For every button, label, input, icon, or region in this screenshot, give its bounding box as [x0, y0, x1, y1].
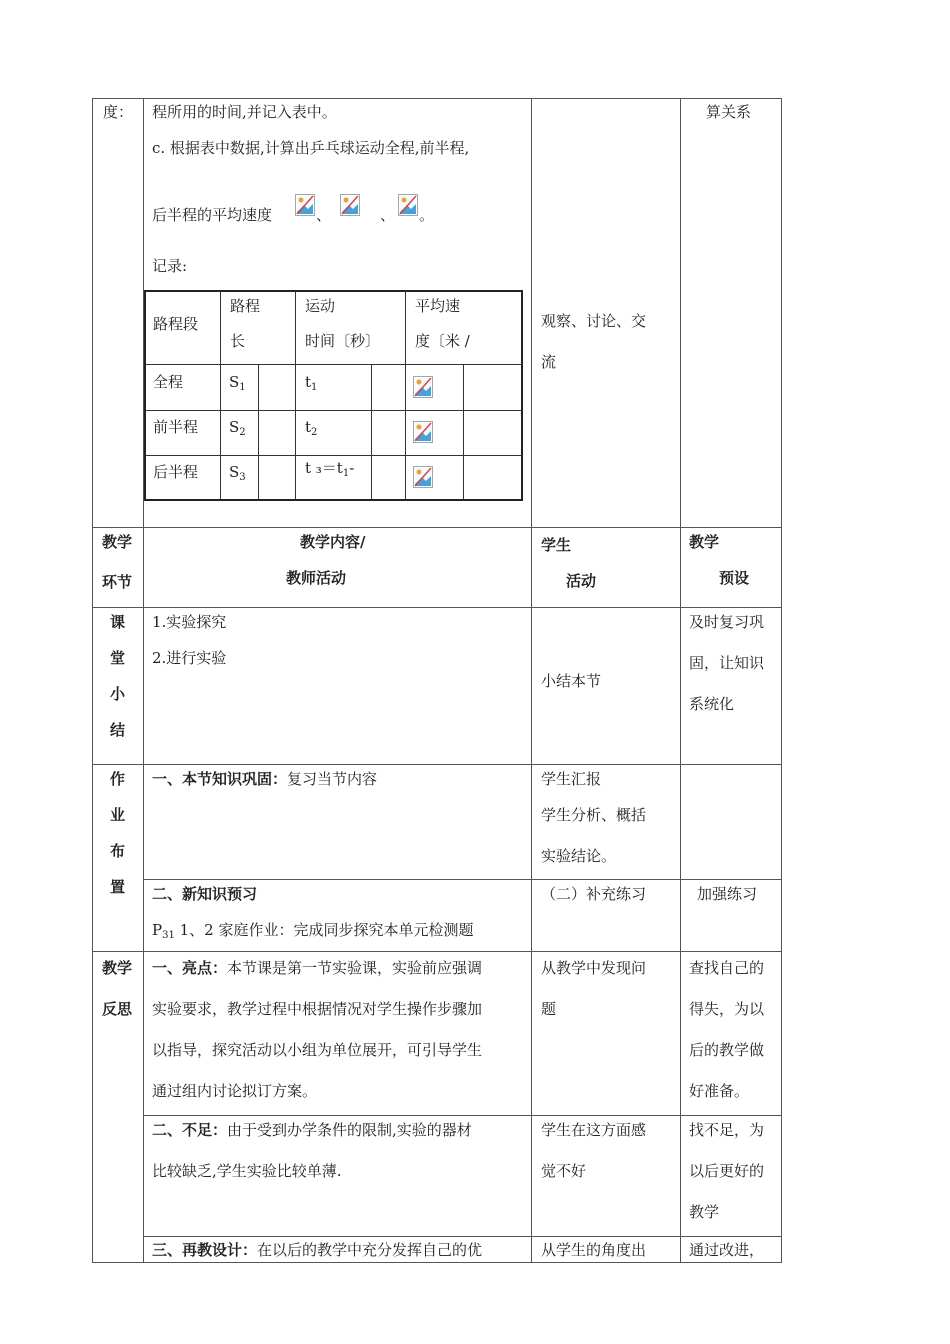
homework-preview: 二、新知识预习 [152, 885, 258, 903]
reflect-preset-a: 后的教学做 [689, 1041, 765, 1059]
summary-stage: 课 [110, 613, 126, 631]
record-s: $S_1$ [229, 373, 246, 393]
header-content: 教师活动 [286, 569, 347, 587]
table-border-right [781, 98, 782, 1263]
separator-1: 、 [316, 206, 332, 224]
record-col-divider [258, 364, 259, 500]
col-divider-3 [680, 98, 681, 1263]
header-preset: 教学 [689, 533, 720, 551]
row-divider-homework-b [143, 879, 782, 880]
record-row-divider [145, 455, 522, 456]
record-t: $t_1$ [305, 373, 318, 393]
record-seg: 前半程 [153, 418, 199, 436]
summary-stage: 堂 [110, 649, 126, 667]
reflect-preset-a: 好准备。 [689, 1082, 750, 1100]
record-col-divider [463, 364, 464, 500]
row-divider-header [92, 527, 782, 528]
row1-line1: 程所用的时间,并记入表中。 [152, 103, 337, 121]
row-divider-summary [92, 607, 782, 608]
image-placeholder-icon [413, 376, 433, 398]
table-border-bottom [92, 1262, 782, 1263]
header-stage: 环节 [102, 573, 133, 591]
homework-stage: 布 [110, 842, 126, 860]
summary-preset: 固，让知识 [689, 654, 765, 672]
header-stage: 教学 [102, 533, 133, 551]
reflect-shortcoming: 比较缺乏,学生实验比较单薄. [152, 1162, 342, 1180]
reflect-preset-a: 查找自己的 [689, 959, 765, 977]
record-col-divider [405, 291, 406, 500]
summary-content: 2.进行实验 [152, 649, 227, 667]
record-t: $t_2$ [305, 418, 318, 438]
record-header-speed: 平均速 [415, 297, 461, 315]
reflect-highlight: 一、亮点：本节课是第一节实验课，实验前应强调 [152, 959, 483, 977]
row1-line2: c. 根据表中数据,计算出乒乓球运动全程,前半程, [152, 139, 470, 157]
row-divider-homework [92, 764, 782, 765]
record-label: 记录: [152, 257, 188, 275]
summary-preset: 系统化 [689, 695, 735, 713]
record-row-divider [145, 364, 522, 365]
summary-content: 1.实验探究 [152, 613, 227, 631]
reflect-stage: 教学 [102, 959, 133, 977]
reflect-student-c: 从学生的角度出 [541, 1241, 647, 1259]
reflect-stage: 反思 [102, 1000, 133, 1018]
row1-preset: 算关系 [706, 103, 752, 121]
reflect-student-b: 学生在这方面感 [541, 1121, 647, 1139]
separator-2: 、 [380, 206, 396, 224]
record-s: $S_3$ [229, 463, 246, 483]
reflect-student-b: 觉不好 [541, 1162, 587, 1180]
record-col-divider [220, 291, 221, 500]
homework-assignment: $P_{31}$ 1、2 家庭作业：完成同步探究本单元检测题 [152, 921, 474, 941]
image-placeholder-icon [413, 466, 433, 488]
summary-stage: 结 [110, 721, 126, 739]
table-border-top [92, 98, 782, 99]
reflect-highlight: 实验要求，教学过程中根据情况对学生操作步骤加 [152, 1000, 483, 1018]
homework-stage: 业 [110, 806, 126, 824]
reflect-preset-c: 通过改进， [689, 1241, 765, 1259]
record-header-segment: 路程段 [153, 315, 199, 333]
row1-line3: 后半程的平均速度 [152, 206, 273, 224]
col-divider-1 [143, 98, 144, 1263]
row-divider-reflect-c [143, 1236, 782, 1237]
record-header-time: 运动 [305, 297, 336, 315]
reflect-preset-b: 找不足，为 [689, 1121, 765, 1139]
record-header-length: 路程 [230, 297, 261, 315]
reflect-preset-b: 教学 [689, 1203, 720, 1221]
summary-student: 小结本节 [541, 672, 602, 690]
homework-consolidate: 一、本节知识巩固：复习当节内容 [152, 770, 378, 788]
row1-student-line2: 流 [541, 353, 557, 371]
homework-student-b: （二）补充练习 [541, 885, 647, 903]
image-placeholder-icon [295, 194, 315, 216]
header-student: 活动 [566, 572, 597, 590]
summary-stage: 小 [110, 685, 126, 703]
header-content: 教学内容/ [300, 533, 366, 551]
table-border-left [92, 98, 93, 1263]
reflect-preset-a: 得失，为以 [689, 1000, 765, 1018]
homework-student: 学生分析、概括 [541, 806, 647, 824]
homework-stage: 置 [110, 878, 126, 896]
record-seg: 后半程 [153, 463, 199, 481]
image-placeholder-icon [398, 194, 418, 216]
record-header-length: 长 [230, 332, 246, 350]
reflect-highlight: 以指导，探究活动以小组为单位展开，可引导学生 [152, 1041, 483, 1059]
homework-student: 实验结论。 [541, 847, 617, 865]
reflect-student-a: 从教学中发现问 [541, 959, 647, 977]
record-col-divider [295, 291, 296, 500]
reflect-redesign: 三、再教设计：在以后的教学中充分发挥自己的优 [152, 1241, 483, 1259]
record-t: t $_3=t_1-$ [305, 459, 355, 479]
homework-student: 学生汇报 [541, 770, 602, 788]
record-header-speed: 度〔米 / [415, 332, 470, 350]
sentence-end: 。 [419, 206, 435, 224]
reflect-student-a: 题 [541, 1000, 557, 1018]
record-header-time: 时间〔秒〕 [305, 332, 381, 350]
row-divider-reflect [92, 951, 782, 952]
homework-stage: 作 [110, 770, 126, 788]
record-s: $S_2$ [229, 418, 246, 438]
record-col-divider [371, 364, 372, 500]
reflect-shortcoming: 二、不足：由于受到办学条件的限制,实验的器材 [152, 1121, 472, 1139]
record-row-divider [145, 410, 522, 411]
reflect-preset-b: 以后更好的 [689, 1162, 765, 1180]
reflect-highlight: 通过组内讨论拟订方案。 [152, 1082, 318, 1100]
summary-preset: 及时复习巩 [689, 613, 765, 631]
image-placeholder-icon [413, 421, 433, 443]
row1-col1-text: 度： [103, 103, 134, 121]
row1-student-line1: 观察、讨论、交 [541, 312, 647, 330]
homework-preset-b: 加强练习 [697, 885, 758, 903]
record-seg: 全程 [153, 373, 184, 391]
image-placeholder-icon [340, 194, 360, 216]
row-divider-reflect-b [143, 1115, 782, 1116]
header-student: 学生 [541, 536, 572, 554]
col-divider-2 [531, 98, 532, 1263]
header-preset: 预设 [719, 569, 750, 587]
